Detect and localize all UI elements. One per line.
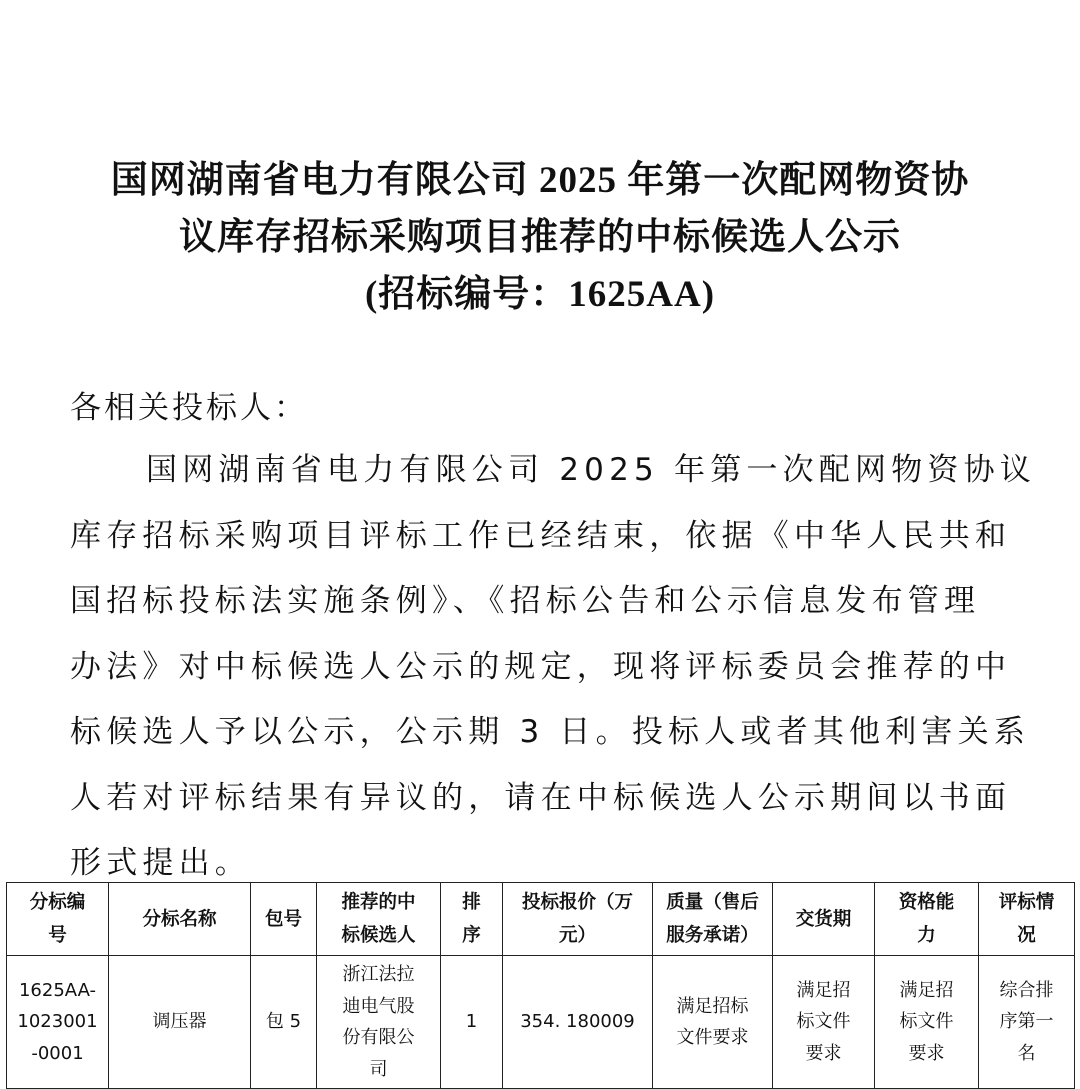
title-line-3: (招标编号：1625AA) (364, 274, 716, 315)
title-line-1: 国网湖南省电力有限公司 2025 年第一次配网物资协 (110, 160, 970, 201)
table-cell (317, 956, 441, 1089)
cell-text-line: 分标编 (29, 892, 86, 913)
body-line: 国网湖南省电力有限公司 2025 年第一次配网物资协议 (146, 452, 1036, 488)
cell-text-line: 354. 180009 (520, 1011, 635, 1033)
column-header (979, 883, 1075, 956)
cell-text-line: 司 (369, 1058, 388, 1080)
cell-text-line: 文件要求 (676, 1027, 749, 1048)
cell-text-line: 资格能 (898, 892, 955, 913)
column-header (773, 883, 875, 956)
table-cell (773, 956, 875, 1089)
body-line: 国招标投标法实施条例》、《招标公告和公示信息发布管理 (70, 583, 981, 619)
body-line: 形式提出。 (70, 845, 251, 881)
cell-text-line: 要求 (805, 1042, 842, 1064)
body-line: 库存招标采购项目评标工作已经结束，依据《中华人民共和 (70, 517, 1012, 554)
column-header (503, 883, 653, 956)
body-line: 办法》对中标候选人公示的规定，现将评标委员会推荐的中 (70, 648, 1012, 685)
column-header (109, 883, 251, 956)
column-header (441, 883, 503, 956)
cell-text-line: 号 (48, 925, 67, 946)
body-line: 标候选人予以公示，公示期 3 日。投标人或者其他利害关系 (70, 714, 1031, 750)
column-header (317, 883, 441, 956)
table-cell (979, 956, 1075, 1089)
column-header (251, 883, 317, 956)
table-body (7, 956, 1075, 1089)
table-header (7, 883, 1075, 956)
cell-text-line: 满足招 (796, 979, 851, 1001)
cell-text-line: 质量（售后 (666, 892, 759, 913)
cell-text-line: 包 5 (265, 1011, 302, 1033)
cell-text-line: 份有限公 (342, 1027, 415, 1048)
cell-text-line: 推荐的中 (341, 892, 416, 913)
cell-text-line: 要求 (908, 1042, 945, 1064)
column-header (7, 883, 109, 956)
cell-text-line: 标文件 (899, 1011, 954, 1033)
cell-text-line: 序 (462, 925, 481, 946)
column-header (653, 883, 773, 956)
cell-text-line: 标候选人 (341, 925, 416, 946)
table-header-row (7, 883, 1075, 956)
table-cell (875, 956, 979, 1089)
cell-text-line: 服务承诺） (666, 925, 759, 946)
table-cell (653, 956, 773, 1089)
cell-text-line: 包号 (264, 908, 302, 930)
table-row (7, 956, 1075, 1089)
cell-text-line: 评标情 (998, 892, 1055, 913)
title-line-2: 议库存招标采购项目推荐的中标候选人公示 (179, 217, 901, 258)
table-cell (251, 956, 317, 1089)
cell-text-line: 满足招 (899, 979, 954, 1001)
cell-text-line: 元） (558, 925, 596, 946)
table-cell (441, 956, 503, 1089)
cell-text-line: 标文件 (796, 1011, 851, 1033)
cell-text-line: 交货期 (795, 908, 852, 930)
announcement-title (0, 152, 1080, 323)
cell-text-line: 浙江法拉 (342, 964, 415, 985)
cell-text-line: 迪电气股 (342, 995, 415, 1017)
cell-text-line: 综合排 (999, 979, 1054, 1001)
cell-text-line: -0001 (31, 1042, 84, 1064)
body-line: 人若对评标结果有异议的，请在中标候选人公示期间以书面 (70, 779, 1012, 816)
cell-text-line: 满足招标 (676, 995, 749, 1017)
salutation: 各相关投标人： (70, 390, 308, 426)
cell-text-line: 序第一 (999, 1011, 1054, 1033)
announcement-body (70, 438, 1036, 897)
cell-text-line: 1625AA- (18, 979, 97, 1001)
table-cell (109, 956, 251, 1089)
candidate-table (6, 882, 1075, 1089)
cell-text-line: 调压器 (152, 1011, 207, 1033)
column-header (875, 883, 979, 956)
cell-text-line: 分标名称 (142, 908, 217, 930)
table-cell (503, 956, 653, 1089)
cell-text-line: 1023001 (17, 1011, 98, 1033)
cell-text-line: 投标报价（万 (521, 892, 633, 913)
cell-text-line: 况 (1017, 925, 1036, 946)
cell-text-line: 排 (462, 892, 481, 913)
cell-text-line: 力 (917, 925, 936, 946)
cell-text-line: 名 (1017, 1042, 1036, 1064)
cell-text-line: 1 (465, 1011, 478, 1033)
table-cell (7, 956, 109, 1089)
